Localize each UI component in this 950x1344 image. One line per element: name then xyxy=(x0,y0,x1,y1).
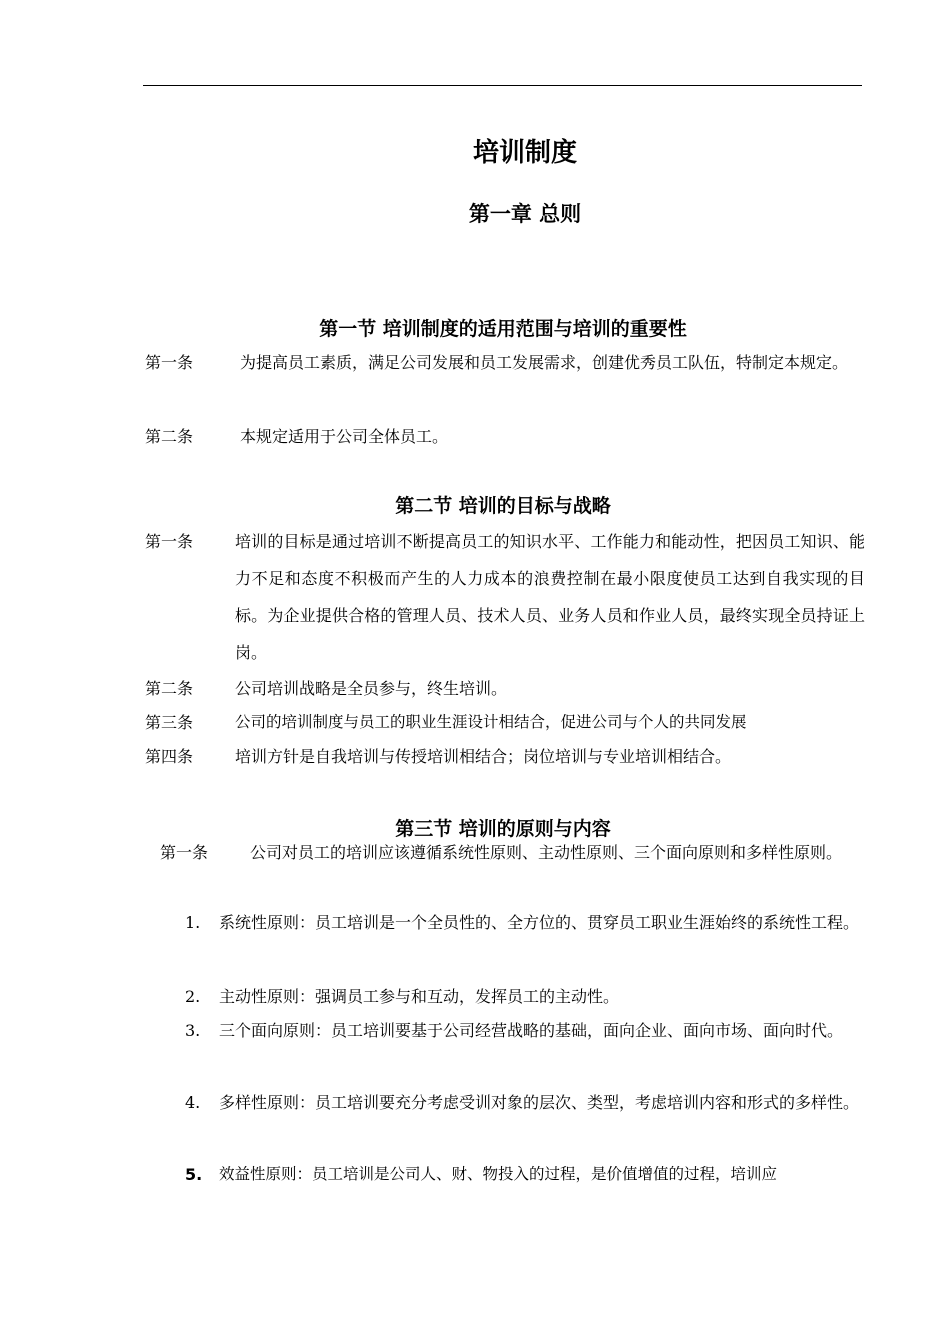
article-text: 公司培训战略是全员参与，终生培训。 xyxy=(235,679,508,698)
list-item-text: 三个面向原则：员工培训要基于公司经营战略的基础，面向企业、面向市场、面向时代。 xyxy=(219,1021,844,1040)
section-title: 第三节 培训的原则与内容 xyxy=(395,818,611,840)
article-text: 培训的目标是通过培训不断提高员工的知识水平、工作能力和能动性，把因员工知识、能力不足和态度不积极而产生的人力成本的浪费控制在最小限度使员工达到自我实现的目标。为企业提供合格的管理人员、技术人员、业务人员和作业人员，最终实现全员持证上岗。 xyxy=(235,532,865,662)
list-item-number: 2. xyxy=(185,987,201,1006)
document-title: 培训制度 xyxy=(472,138,577,168)
article-text: 公司的培训制度与员工的职业生涯设计相结合，促进公司与个人的共同发展 xyxy=(235,713,747,731)
article-label: 第二条 xyxy=(145,427,194,446)
article-text: 培训方针是自我培训与传授培训相结合；岗位培训与专业培训相结合。 xyxy=(235,747,732,766)
list-item-number: 4. xyxy=(185,1093,201,1112)
list-item-text: 系统性原则：员工培训是一个全员性的、全方位的、贯穿员工职业生涯始终的系统性工程。 xyxy=(219,913,860,932)
list-item-text: 多样性原则：员工培训要充分考虑受训对象的层次、类型，考虑培训内容和形式的多样性。 xyxy=(219,1093,860,1112)
header-rule xyxy=(143,85,862,86)
article-label: 第一条 xyxy=(145,353,194,372)
list-item-text: 主动性原则：强调员工参与和互动，发挥员工的主动性。 xyxy=(219,987,620,1006)
article-text: 本规定适用于公司全体员工。 xyxy=(240,427,449,446)
article-label: 第一条 xyxy=(145,532,194,551)
article-label: 第三条 xyxy=(145,713,194,732)
list-item-text: 效益性原则：员工培训是公司人、财、物投入的过程，是价值增值的过程，培训应 xyxy=(219,1165,778,1183)
section-title: 第一节 培训制度的适用范围与培训的重要性 xyxy=(319,318,687,340)
list-item-number: 1. xyxy=(185,913,201,932)
article-label: 第一条 xyxy=(160,843,209,862)
article-text: 公司对员工的培训应该遵循系统性原则、主动性原则、三个面向原则和多样性原则。 xyxy=(250,843,843,862)
article-label: 第二条 xyxy=(145,679,194,698)
list-item-number: 3. xyxy=(185,1021,201,1040)
article-label: 第四条 xyxy=(145,747,194,766)
article-text: 为提高员工素质，满足公司发展和员工发展需求，创建优秀员工队伍，特制定本规定。 xyxy=(240,353,849,372)
section-title: 第二节 培训的目标与战略 xyxy=(395,495,611,517)
list-item-number: 5. xyxy=(185,1165,203,1184)
chapter-title: 第一章 总则 xyxy=(468,202,582,226)
